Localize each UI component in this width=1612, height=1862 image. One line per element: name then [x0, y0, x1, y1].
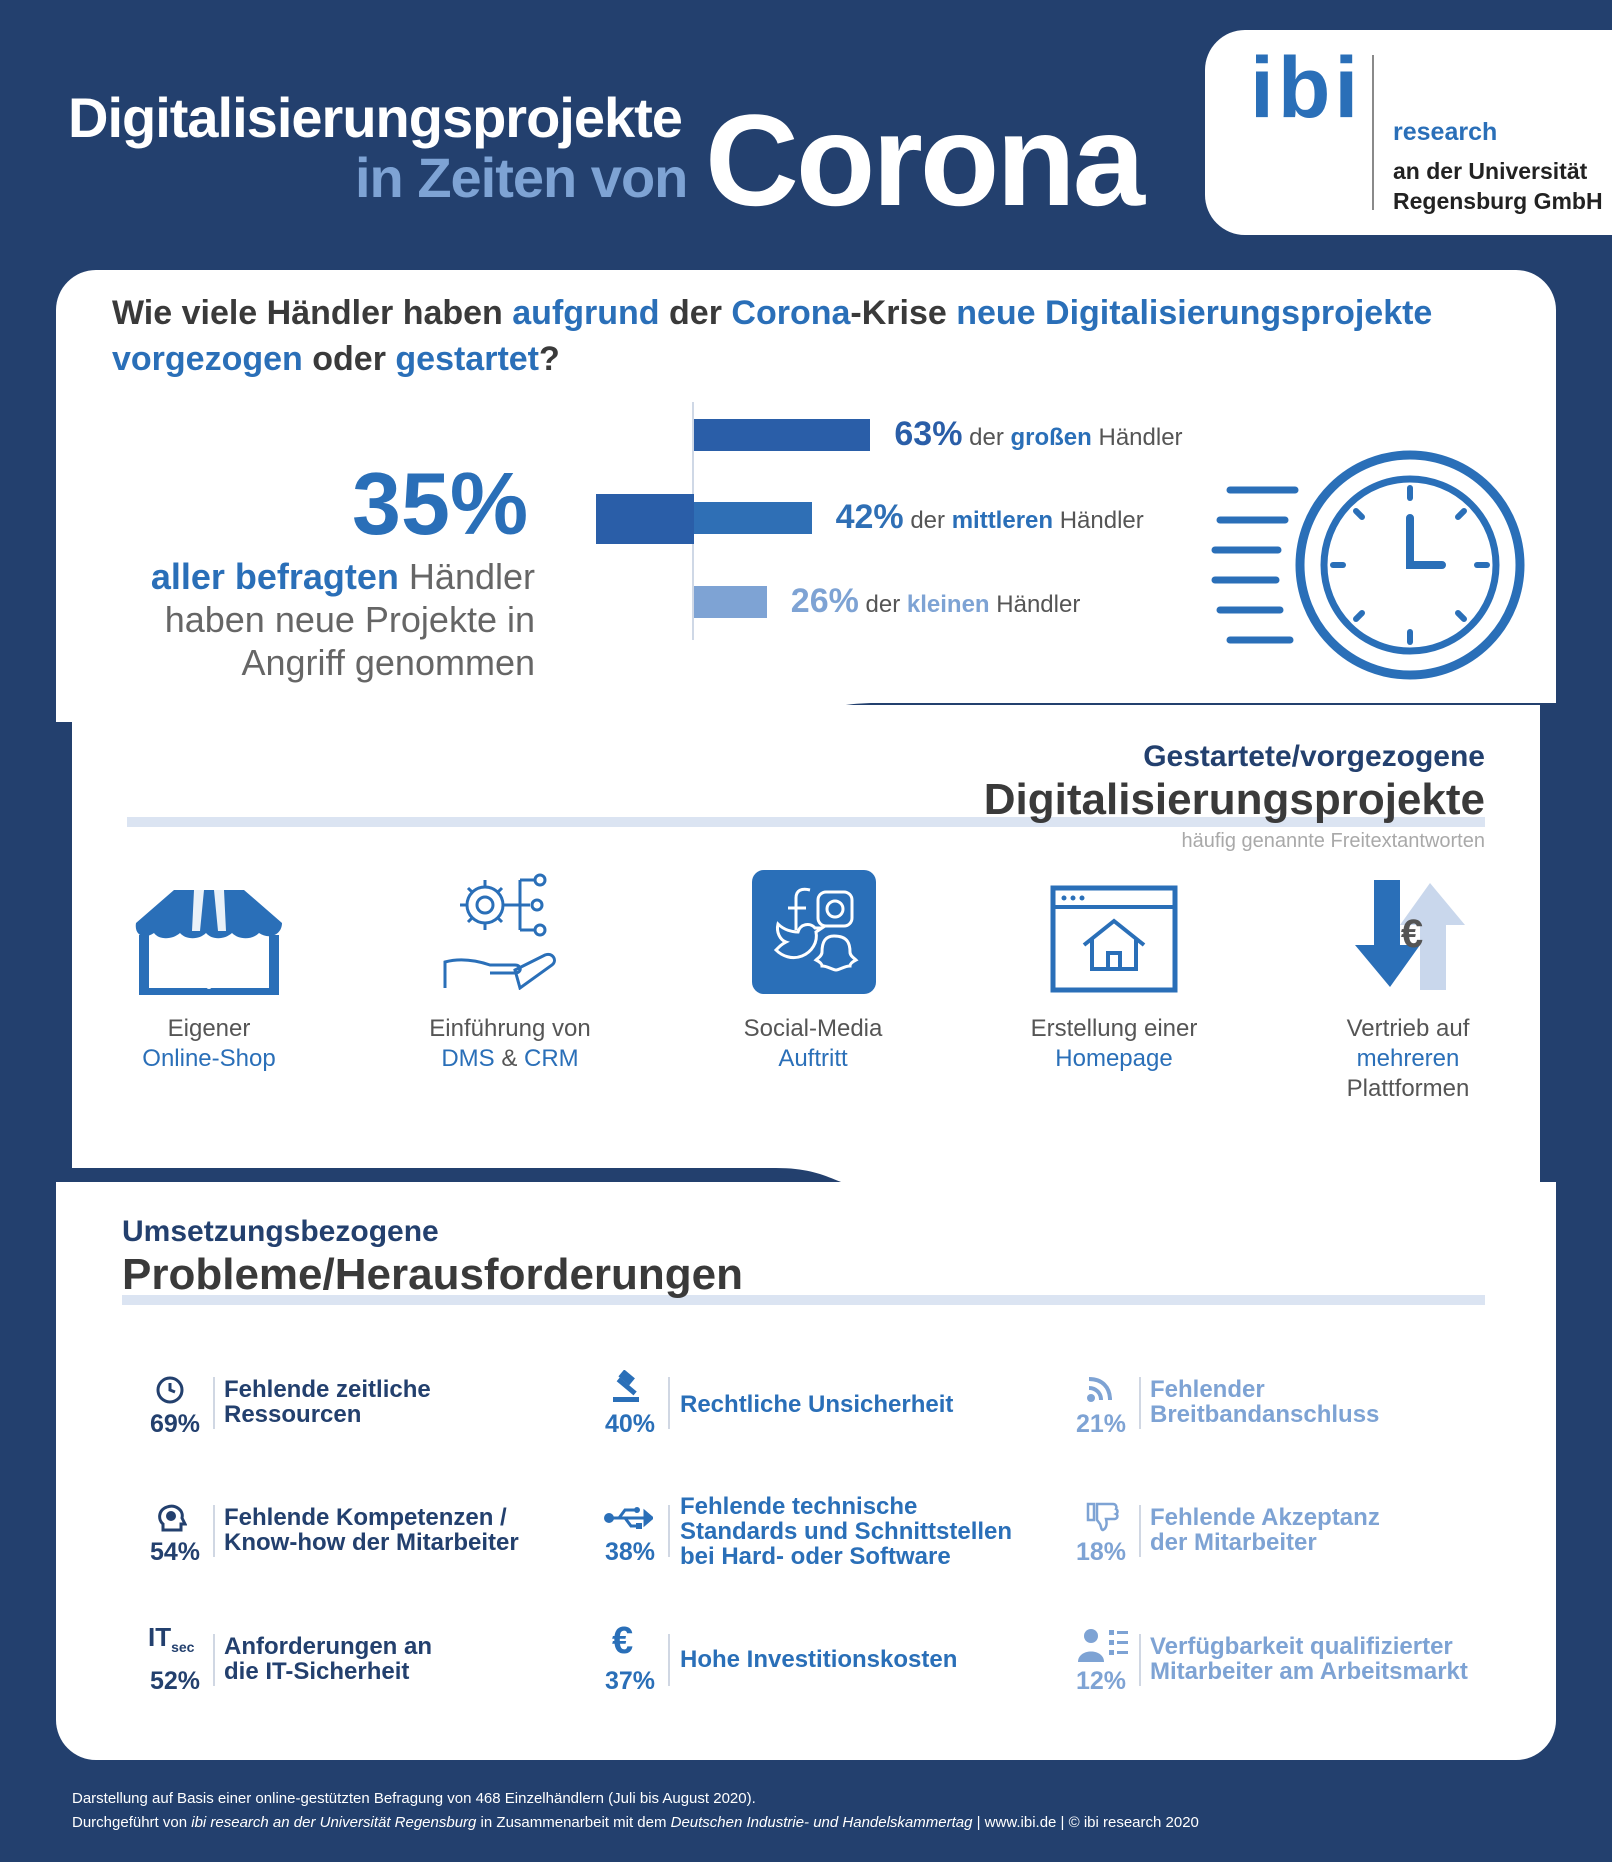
- project-label-social-media: Social-Media Auftritt: [743, 1015, 883, 1072]
- logo-research: research: [1393, 118, 1498, 146]
- project-label-platforms: Vertrieb auf mehreren Plattformen: [1346, 1015, 1470, 1102]
- euro-icon: €: [612, 1620, 634, 1662]
- problem-sep: [213, 1377, 215, 1429]
- problem-text-standards: Fehlende technische Standards und Schnittstellen bei Hard- oder Software: [680, 1493, 1013, 1570]
- rss-icon: [1086, 1375, 1114, 1403]
- problems-title: Probleme/Herausforderungen: [122, 1250, 744, 1299]
- projects-note: häufig genannte Freitextantworten: [1181, 830, 1485, 852]
- problem-pct-skills: 54%: [149, 1538, 201, 1566]
- problem-pct-broadband: 21%: [1075, 1410, 1127, 1438]
- title-line-2: in Zeiten von: [355, 146, 688, 209]
- logo-line-3: Regensburg GmbH: [1393, 188, 1603, 214]
- problem-pct-time: 69%: [149, 1410, 201, 1438]
- problem-pct-acceptance: 18%: [1075, 1538, 1127, 1566]
- problem-text-itsec: Anforderungen an die IT-Sicherheit: [224, 1633, 432, 1685]
- bar-large-retailers: [694, 419, 870, 451]
- bar-label-small: 26% der kleinen Händler: [790, 582, 1081, 620]
- problem-pct-costs: 37%: [604, 1667, 656, 1695]
- footer-credits: Durchgeführt von ibi research an der Universität Regensburg in Zusammenarbeit mit dem Deutschen Industrie- und Handelskammertag | www.ibi.de | © ibi research 2020: [72, 1814, 1199, 1831]
- problem-text-qualified: Verfügbarkeit qualifizierter Mitarbeiter am Arbeitsmarkt: [1150, 1633, 1468, 1685]
- brain-icon: [155, 1502, 187, 1534]
- fast-clock-icon: [1210, 450, 1530, 685]
- svg-text:€: €: [1400, 912, 1424, 956]
- problem-text-legal: Rechtliche Unsicherheit: [680, 1391, 954, 1418]
- projects-subtitle: Gestartete/vorgezogene: [1143, 740, 1485, 773]
- bar-label-large: 63% der großen Händler: [894, 415, 1183, 453]
- homepage-icon: [1050, 885, 1178, 993]
- usb-icon: [603, 1505, 653, 1531]
- gear-hand-icon: [440, 870, 580, 990]
- shop-icon: [134, 885, 284, 995]
- problems-subtitle: Umsetzungsbezogene: [122, 1215, 439, 1248]
- problem-sep: [213, 1634, 215, 1686]
- problem-text-broadband: Fehlender Breitbandanschluss: [1150, 1376, 1380, 1428]
- arrows-euro-icon: [1350, 875, 1475, 995]
- problem-sep: [1139, 1505, 1141, 1557]
- project-label-homepage: Erstellung einer Homepage: [1030, 1015, 1198, 1072]
- clock-icon: [155, 1375, 185, 1405]
- problem-sep: [668, 1634, 670, 1686]
- problem-pct-legal: 40%: [604, 1410, 656, 1438]
- problem-sep: [1139, 1634, 1141, 1686]
- overall-percent: 35%: [352, 454, 529, 553]
- ibi-logo: ibi: [1250, 40, 1363, 136]
- projects-title: Digitalisierungsprojekte: [983, 775, 1485, 824]
- problem-text-acceptance: Fehlende Akzeptanz der Mitarbeiter: [1150, 1504, 1380, 1556]
- overall-description: aller befragten Händler haben neue Projekte in Angriff genommen: [150, 556, 535, 683]
- problem-text-time: Fehlende zeitliche Ressourcen: [224, 1376, 431, 1428]
- thumbs-down-icon: [1085, 1500, 1119, 1534]
- logo-line-2: an der Universität: [1393, 158, 1588, 184]
- survey-question: Wie viele Händler haben aufgrund der Corona-Krise neue Digitalisierungsprojekte vorgezogen oder gestartet?: [112, 294, 1433, 378]
- problem-pct-standards: 38%: [604, 1538, 656, 1566]
- problem-sep: [668, 1505, 670, 1557]
- gavel-icon: [610, 1370, 644, 1404]
- problem-text-skills: Fehlende Kompetenzen / Know-how der Mitarbeiter: [224, 1504, 519, 1556]
- person-list-icon: [1078, 1628, 1128, 1662]
- logo-divider: [1372, 55, 1374, 210]
- bar-medium-retailers: [694, 502, 812, 534]
- bar-small-retailers: [694, 586, 767, 618]
- problem-sep: [1139, 1377, 1141, 1429]
- project-label-dms-crm: Einführung von DMS & CRM: [429, 1015, 591, 1072]
- title-corona: Corona: [705, 87, 1142, 233]
- social-media-icon: [752, 870, 876, 994]
- problem-pct-itsec: 52%: [149, 1667, 201, 1695]
- problem-sep: [213, 1505, 215, 1557]
- bar-label-medium: 42% der mittleren Händler: [835, 498, 1144, 536]
- title-line-1: Digitalisierungsprojekte: [68, 86, 682, 149]
- itsec-icon: $IT_{sec}$: [148, 1622, 195, 1656]
- bar-overall: [596, 494, 694, 544]
- problem-pct-qualified: 12%: [1075, 1667, 1127, 1695]
- project-label-online-shop: Eigener Online-Shop: [142, 1015, 276, 1072]
- problem-sep: [668, 1377, 670, 1429]
- problem-text-costs: Hohe Investitionskosten: [680, 1646, 958, 1673]
- footer-methodology: Darstellung auf Basis einer online-gestützten Befragung von 468 Einzelhändlern (Juli bis August 2020).: [72, 1790, 756, 1807]
